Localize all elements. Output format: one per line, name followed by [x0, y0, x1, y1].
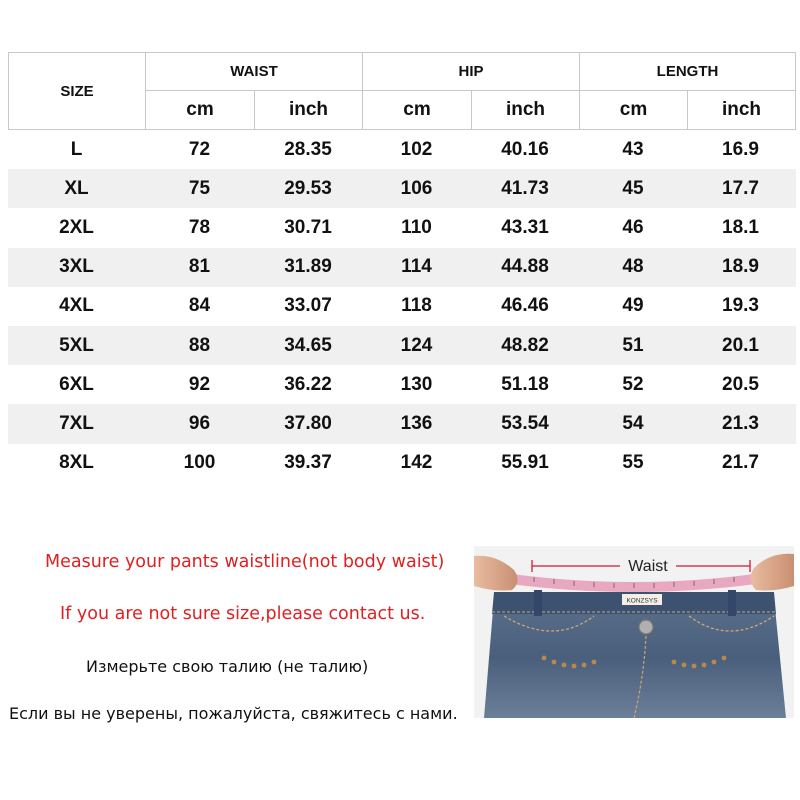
- header-waist-inch: inch: [255, 91, 363, 129]
- header-hip: HIP: [363, 53, 580, 91]
- cell-length-inch: 18.1: [722, 216, 759, 238]
- cell-waist-inch: 39.37: [284, 452, 332, 474]
- cell-waist-inch: 30.71: [284, 216, 332, 238]
- table-row: [8, 248, 796, 287]
- cell-size: 2XL: [59, 216, 94, 238]
- cell-length-inch: 20.1: [722, 334, 759, 356]
- table-row: [8, 169, 796, 208]
- belt-loop: [534, 590, 542, 616]
- table-header: [8, 52, 796, 130]
- cell-hip-cm: 130: [400, 373, 433, 395]
- cell-hip-inch: 41.73: [501, 177, 549, 199]
- table-row: [8, 404, 796, 443]
- measure-note-en: Measure your pants waistline(not body waist): [45, 552, 445, 572]
- cell-hip-inch: 51.18: [501, 373, 549, 395]
- contact-note-ru: Если вы не уверены, пожалуйста, свяжитесь с нами.: [9, 704, 458, 723]
- cell-size: 4XL: [59, 295, 94, 317]
- cell-waist-inch: 34.65: [284, 334, 332, 356]
- table-row: [8, 326, 796, 365]
- cell-length-inch: 20.5: [722, 373, 759, 395]
- cell-size: 7XL: [59, 412, 94, 434]
- cell-waist-cm: 72: [188, 138, 211, 160]
- belt-loop: [728, 590, 736, 616]
- cell-waist-cm: 81: [188, 256, 211, 278]
- cell-length-inch: 18.9: [722, 256, 759, 278]
- cell-length-inch: 19.3: [722, 295, 759, 317]
- cell-size: L: [70, 138, 83, 160]
- cell-length-inch: 21.3: [722, 412, 759, 434]
- cell-hip-cm: 136: [400, 412, 433, 434]
- header-hip-cm: cm: [363, 91, 472, 129]
- header-length: LENGTH: [580, 53, 795, 91]
- table-row: [8, 208, 796, 247]
- cell-length-cm: 46: [622, 216, 644, 238]
- table-row: [8, 365, 796, 404]
- table-row: [8, 287, 796, 326]
- cell-hip-inch: 55.91: [501, 452, 549, 474]
- header-hip-inch: inch: [472, 91, 580, 129]
- cell-length-inch: 17.7: [722, 177, 759, 199]
- cell-hip-inch: 43.31: [501, 216, 549, 238]
- cell-hip-cm: 118: [401, 295, 432, 317]
- cell-waist-inch: 33.07: [284, 295, 332, 317]
- header-waist: WAIST: [146, 53, 363, 91]
- cell-waist-cm: 84: [188, 295, 211, 317]
- measure-note-ru: Измерьте свою талию (не талию): [86, 657, 369, 676]
- table-body: [8, 130, 796, 483]
- cell-size: 8XL: [59, 452, 94, 474]
- table-row: [8, 444, 796, 483]
- cell-length-cm: 52: [622, 373, 644, 395]
- cell-waist-cm: 92: [188, 373, 211, 395]
- table-row: [8, 130, 796, 169]
- cell-hip-inch: 48.82: [501, 334, 549, 356]
- cell-hip-cm: 124: [400, 334, 433, 356]
- cell-waist-inch: 28.35: [284, 138, 332, 160]
- cell-length-cm: 49: [622, 295, 644, 317]
- header-length-cm: cm: [580, 91, 688, 129]
- cell-hip-cm: 142: [400, 452, 433, 474]
- cell-waist-cm: 96: [188, 412, 211, 434]
- cell-waist-cm: 78: [188, 216, 211, 238]
- cell-waist-inch: 31.89: [284, 256, 332, 278]
- jeans-button-icon: [639, 620, 653, 634]
- cell-hip-inch: 53.54: [501, 412, 549, 434]
- cell-length-cm: 55: [622, 452, 644, 474]
- cell-waist-inch: 36.22: [284, 373, 332, 395]
- jeans-waist-photo: [474, 546, 794, 718]
- header-size: SIZE: [9, 53, 146, 129]
- cell-length-cm: 54: [622, 412, 644, 434]
- cell-size: 6XL: [59, 373, 94, 395]
- cell-hip-cm: 114: [401, 256, 432, 278]
- cell-length-cm: 51: [622, 334, 644, 356]
- cell-waist-cm: 100: [183, 452, 216, 474]
- cell-length-cm: 45: [622, 177, 644, 199]
- cell-hip-cm: 110: [401, 216, 432, 238]
- cell-size: XL: [64, 177, 89, 199]
- cell-length-inch: 21.7: [722, 452, 759, 474]
- size-chart-table: [8, 52, 796, 483]
- jeans-body: [484, 598, 786, 718]
- waist-label: Waist: [628, 558, 668, 575]
- cell-waist-cm: 88: [188, 334, 211, 356]
- brand-tag-text: KONZSYS: [626, 597, 658, 605]
- cell-size: 3XL: [59, 256, 94, 278]
- cell-length-inch: 16.9: [722, 138, 759, 160]
- cell-waist-cm: 75: [188, 177, 211, 199]
- contact-note-en: If you are not sure size,please contact us.: [60, 604, 426, 624]
- cell-length-cm: 43: [622, 138, 644, 160]
- cell-hip-cm: 106: [400, 177, 433, 199]
- cell-waist-inch: 37.80: [284, 412, 332, 434]
- cell-hip-inch: 40.16: [501, 138, 549, 160]
- header-waist-cm: cm: [146, 91, 255, 129]
- header-length-inch: inch: [721, 99, 762, 120]
- cell-hip-inch: 46.46: [501, 295, 549, 317]
- cell-size: 5XL: [59, 334, 94, 356]
- cell-length-cm: 48: [622, 256, 644, 278]
- cell-waist-inch: 29.53: [284, 177, 332, 199]
- cell-hip-cm: 102: [400, 138, 433, 160]
- cell-hip-inch: 44.88: [501, 256, 549, 278]
